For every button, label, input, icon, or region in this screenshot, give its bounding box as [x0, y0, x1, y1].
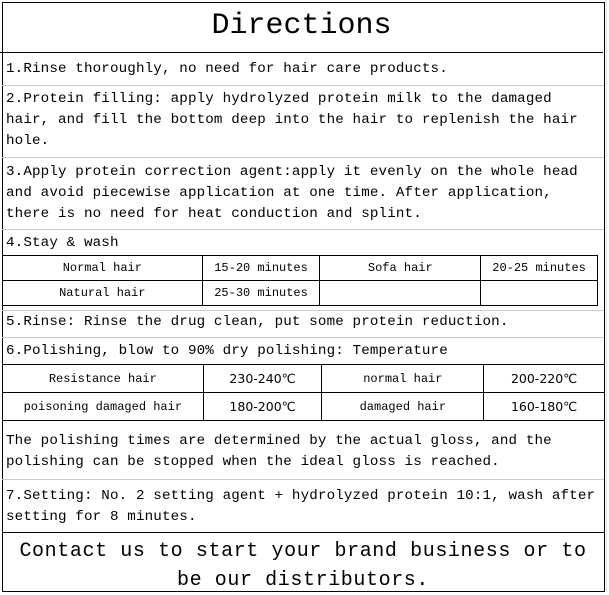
gridline-right [606, 0, 607, 592]
table-cell: 180-200℃ [203, 393, 322, 421]
step-5-text: 5.Rinse: Rinse the drug clean, put some protein reduction. [6, 314, 509, 330]
table-cell: 25-30 minutes [202, 281, 320, 306]
divider [2, 532, 604, 533]
table-cell: Sofa hair [320, 256, 481, 281]
table-cell: poisoning damaged hair [3, 393, 204, 421]
step-7-text: 7.Setting: No. 2 setting agent + hydrolyzed protein 10:1, wash after setting for 8 minutes. [6, 488, 596, 525]
table-cell: Resistance hair [3, 365, 204, 393]
step-4-text: 4.Stay & wash [6, 235, 119, 251]
stay-table [2, 255, 598, 306]
table-cell: normal hair [322, 365, 484, 393]
table-cell: 160-180℃ [484, 393, 605, 421]
step-6-text: 6.Polishing, blow to 90% dry polishing: Temperature [6, 343, 448, 359]
table-cell: damaged hair [322, 393, 484, 421]
temperature-table [2, 364, 605, 421]
divider [2, 310, 604, 311]
table-cell: Natural hair [3, 281, 203, 306]
table-cell [320, 281, 481, 306]
step-2-text: 2.Protein filling: apply hydrolyzed protein milk to the damaged hair, and fill the bottom deep into the hair to replenish the hair hole. [6, 91, 578, 149]
polishing-note: The polishing times are determined by the actual gloss, and the polishing can be stopped when the ideal gloss is reached. [6, 433, 552, 470]
table-cell: 15-20 minutes [202, 256, 320, 281]
divider [2, 337, 604, 338]
divider [2, 479, 604, 480]
page-title: Directions [0, 0, 603, 53]
table-cell: 230-240℃ [203, 365, 322, 393]
divider [2, 157, 604, 158]
table-row [3, 365, 605, 393]
step-1-text: 1.Rinse thoroughly, no need for hair care products. [6, 61, 448, 77]
step-3-text: 3.Apply protein correction agent:apply it evenly on the whole head and avoid piecewise application at one time. After application, there is no need for heat conduction and splint. [6, 164, 578, 222]
table-cell: Normal hair [3, 256, 203, 281]
divider [2, 229, 604, 230]
table-cell [481, 281, 598, 306]
contact-message: Contact us to start your brand business or to be our distributors. [19, 540, 587, 592]
table-row [3, 281, 598, 306]
table-row [3, 256, 598, 281]
table-cell: 20-25 minutes [481, 256, 598, 281]
table-row [3, 393, 605, 421]
divider [2, 85, 604, 86]
table-cell: 200-220℃ [484, 365, 605, 393]
